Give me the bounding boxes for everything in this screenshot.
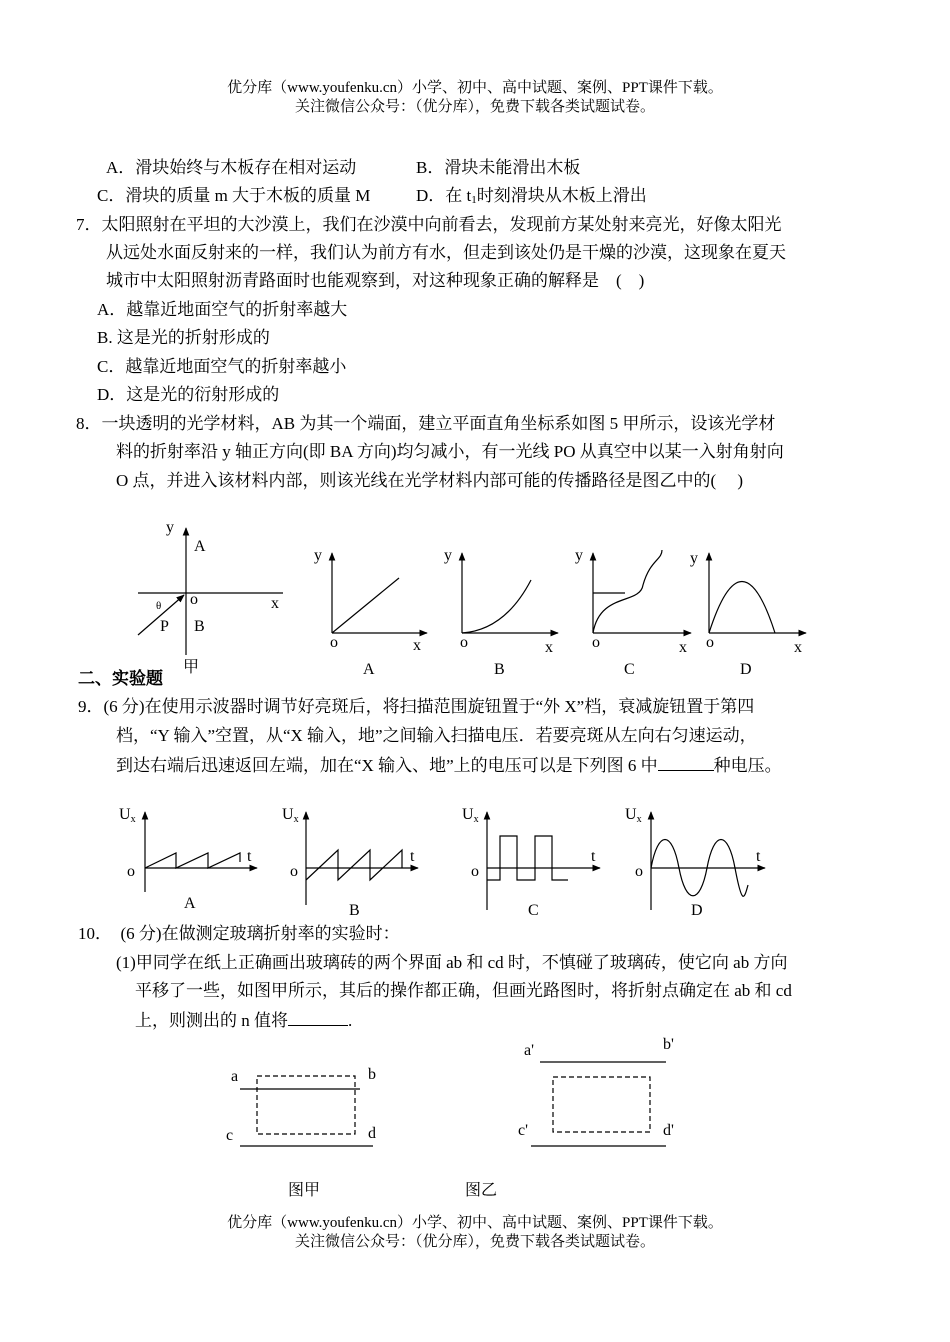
q8-line-1: 8．一块透明的光学材料，AB 为其一个端面，建立平面直角坐标系如图 5 甲所示，设该光学材 (76, 414, 776, 433)
q6-option-d: D．在 $t_1$时刻滑块从木板上滑出 (416, 186, 647, 206)
q7-line-2: 从远处水面反射来的一样，我们认为前方有水，但走到该处仍是干燥的沙漠，这现象在夏天 (106, 243, 786, 262)
q6-option-a: A．滑块始终与木板存在相对运动 (106, 158, 357, 177)
q8-line-2: 料的折射率沿 y 轴正方向(即 BA 方向)均匀减小，有一光线 PO 从真空中以某一入射角射向 (116, 442, 784, 461)
svg-text:t: t (410, 848, 415, 865)
svg-text:t: t (756, 848, 761, 865)
q8-line-3: O 点，并进入该材料内部，则该光线在光学材料内部可能的传播路径是图乙中的( ) (116, 471, 744, 490)
svg-text:θ: θ (156, 600, 162, 612)
footer-line-2: 关注微信公众号：（优分库），免费下载各类试题试卷。 (294, 1234, 655, 1250)
svg-text:a: a (231, 1068, 239, 1085)
svg-text:x: x (413, 637, 421, 654)
svg-text:A: A (194, 538, 206, 555)
glass-jia-brick (257, 1076, 355, 1134)
svg-text:Ux: Ux (625, 806, 642, 825)
header-line-2: 关注微信公众号：（优分库），免费下载各类试题试卷。 (294, 99, 655, 115)
footer-line-1: 优分库（www.youfenku.cn）小学、初中、高中试题、案例、PPT课件下载。 (227, 1215, 723, 1231)
svg-text:c': c' (518, 1122, 528, 1139)
svg-text:o: o (635, 863, 643, 880)
svg-text:x: x (271, 595, 279, 612)
svg-text:o: o (330, 634, 338, 651)
svg-text:c: c (226, 1127, 234, 1144)
svg-text:P: P (160, 618, 169, 635)
svg-text:d': d' (663, 1122, 674, 1139)
svg-text:D: D (691, 902, 703, 919)
svg-text:y: y (444, 547, 452, 564)
svg-text:a': a' (524, 1042, 534, 1059)
svg-text:y: y (575, 547, 583, 564)
svg-text:A: A (184, 895, 196, 912)
q10-line-1: 10． (6 分)在做测定玻璃折射率的实验时： (78, 924, 400, 943)
q7-option-c: C．越靠近地面空气的折射率越小 (97, 357, 347, 376)
q10-line-3: 平移了一些，如图甲所示，其后的操作都正确，但画光路图时，将折射点确定在 ab 和 cd (135, 981, 792, 1000)
svg-text:o: o (471, 863, 479, 880)
svg-text:甲: 甲 (183, 659, 200, 676)
svg-text:o: o (706, 634, 714, 651)
q7-option-a: A．越靠近地面空气的折射率越大 (97, 300, 348, 319)
q7-line-1: 7．太阳照射在平坦的大沙漠上，我们在沙漠中向前看去，发现前方某处射来亮光，好像太阳光 (76, 215, 782, 234)
svg-text:y: y (314, 547, 322, 564)
svg-text:x: x (545, 639, 553, 656)
section-2-title: 二、实验题 (78, 669, 163, 688)
svg-text:C: C (528, 902, 539, 919)
svg-text:B: B (494, 661, 505, 678)
svg-text:D: D (740, 661, 752, 678)
svg-text:o: o (592, 634, 600, 651)
q7-option-b: B. 这是光的折射形成的 (97, 328, 270, 347)
svg-text:y: y (690, 550, 698, 567)
q9-line-2: 档，“Y 输入”空置，从“X 输入，地”之间输入扫描电压．若要亮斑从左向右匀速运动， (116, 726, 757, 745)
svg-text:o: o (460, 634, 468, 651)
svg-text:d: d (368, 1125, 376, 1142)
svg-text:Ux: Ux (282, 806, 299, 825)
svg-text:Ux: Ux (119, 806, 136, 825)
q7-line-3: 城市中太阳照射沥青路面时也能观察到，对这种现象正确的解释是 ( ) (106, 271, 645, 290)
q10-line-4: 上，则测出的 n 值将 . (135, 1011, 353, 1030)
svg-text:y: y (166, 519, 174, 536)
svg-text:图甲: 图甲 (288, 1182, 321, 1199)
svg-text:A: A (363, 661, 375, 678)
svg-text:C: C (624, 661, 635, 678)
svg-text:b: b (368, 1066, 376, 1083)
svg-text:Ux: Ux (462, 806, 479, 825)
svg-text:B: B (349, 902, 360, 919)
svg-text:x: x (794, 639, 802, 656)
q6-option-c: C．滑块的质量 m 大于木板的质量 M (97, 186, 371, 205)
svg-text:t: t (247, 848, 252, 865)
svg-text:图乙: 图乙 (465, 1182, 498, 1199)
q9-line-3: 到达右端后迅速返回左端，加在“X 输入、地”上的电压可以是下列图 6 中 种电压。 (116, 756, 782, 775)
svg-text:o: o (190, 591, 198, 608)
q9-line-1: 9．(6 分)在使用示波器时调节好亮斑后，将扫描范围旋钮置于“外 X”档，衰减旋钮置于第四 (78, 697, 755, 716)
q7-option-d: D．这是光的衍射形成的 (97, 385, 280, 404)
svg-text:x: x (679, 639, 687, 656)
q10-line-2: (1)甲同学在纸上正确画出玻璃砖的两个界面 ab 和 cd 时，不慎碰了玻璃砖，使它向 ab 方向 (116, 953, 788, 972)
svg-text:o: o (127, 863, 135, 880)
svg-text:t: t (591, 848, 596, 865)
svg-text:o: o (290, 863, 298, 880)
svg-text:B: B (194, 618, 205, 635)
q6-option-b: B．滑块未能滑出木板 (416, 158, 581, 177)
glass-yi-brick (553, 1077, 650, 1132)
header-line-1: 优分库（www.youfenku.cn）小学、初中、高中试题、案例、PPT课件下载。 (227, 80, 723, 96)
svg-text:b': b' (663, 1036, 674, 1053)
